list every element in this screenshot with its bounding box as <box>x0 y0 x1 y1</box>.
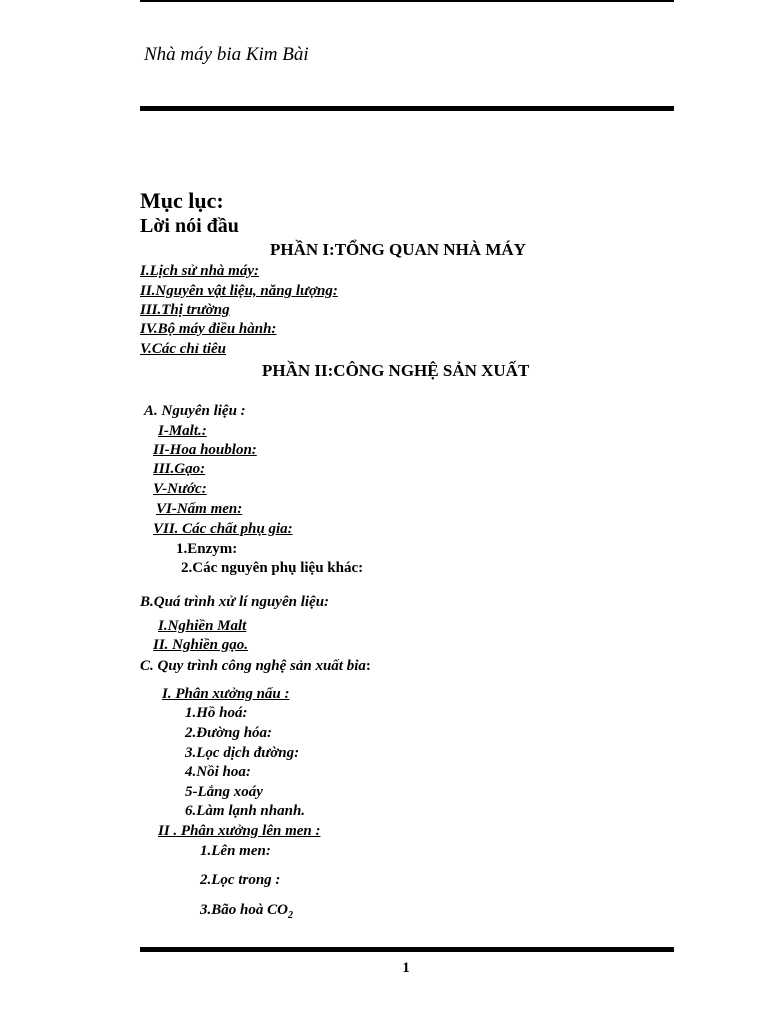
section-a-subitem: 2.Các nguyên phụ liệu khác: <box>181 560 364 576</box>
part2-title: PHẦN II:CÔNG NGHỆ SẢN XUẤT <box>262 361 530 380</box>
toc-title: Mục lục: <box>140 188 224 213</box>
section-c-title-text: C. Quy trình công nghệ sản xuất bia <box>140 658 366 674</box>
section-a-item[interactable]: II-Hoa houblon: <box>153 442 257 458</box>
workshop2-step3-text: 3.Bão hoà CO <box>200 902 288 918</box>
header-rule <box>140 106 674 111</box>
part1-title: PHẦN I:TỔNG QUAN NHÀ MÁY <box>270 240 526 259</box>
part1-item[interactable]: V.Các chỉ tiêu <box>140 341 226 357</box>
workshop2-step3-subscript: 2 <box>287 910 293 921</box>
footer-rule <box>140 947 674 952</box>
part1-item[interactable]: II.Nguyên vật liệu, năng lượng: <box>140 283 338 299</box>
section-c-title-colon: : <box>365 658 371 674</box>
workshop2-step: 2.Lọc trong : <box>200 872 281 888</box>
section-a-item[interactable]: V-Nước: <box>153 481 207 497</box>
workshop1-step: 5-Lắng xoáy <box>185 784 263 800</box>
page-number: 1 <box>402 960 410 976</box>
workshop2-title[interactable]: II . Phân xưởng lên men : <box>158 823 321 839</box>
workshop2-step <box>200 902 293 921</box>
workshop1-step: 2.Đường hóa: <box>185 725 273 741</box>
section-a-subitem: 1.Enzym: <box>176 541 238 557</box>
section-a-item[interactable]: I-Malt.: <box>158 423 207 439</box>
section-a-title: A. Nguyên liệu : <box>144 403 246 419</box>
section-b-title: B.Quá trình xử lí nguyên liệu: <box>140 594 330 610</box>
section-a-item[interactable]: VII. Các chất phụ gia: <box>153 521 293 537</box>
preface-title: Lời nói đầu <box>140 215 239 237</box>
section-b-item[interactable]: I.Nghiền Malt <box>158 618 247 634</box>
header-company: Nhà máy bia Kim Bài <box>144 44 309 65</box>
workshop1-step: 1.Hồ hoá: <box>185 705 248 721</box>
section-a-item[interactable]: III.Gạo: <box>153 461 206 477</box>
part1-item[interactable]: III.Thị trường <box>140 302 230 318</box>
section-a-item[interactable]: VI-Nấm men: <box>156 501 243 517</box>
workshop1-title[interactable]: I. Phân xưởng nấu : <box>162 686 290 702</box>
workshop1-step: 4.Nồi hoa: <box>185 764 251 780</box>
workshop2-step: 1.Lên men: <box>200 843 271 859</box>
part1-item[interactable]: I.Lịch sử nhà máy: <box>140 263 259 279</box>
part1-item[interactable]: IV.Bộ máy điều hành: <box>140 321 277 337</box>
section-b-item[interactable]: II. Nghiền gạo. <box>153 637 249 653</box>
workshop1-step: 3.Lọc dịch đường: <box>185 745 300 761</box>
top-rule <box>140 0 674 2</box>
section-c-title <box>140 658 371 675</box>
workshop1-step: 6.Làm lạnh nhanh. <box>185 803 306 819</box>
